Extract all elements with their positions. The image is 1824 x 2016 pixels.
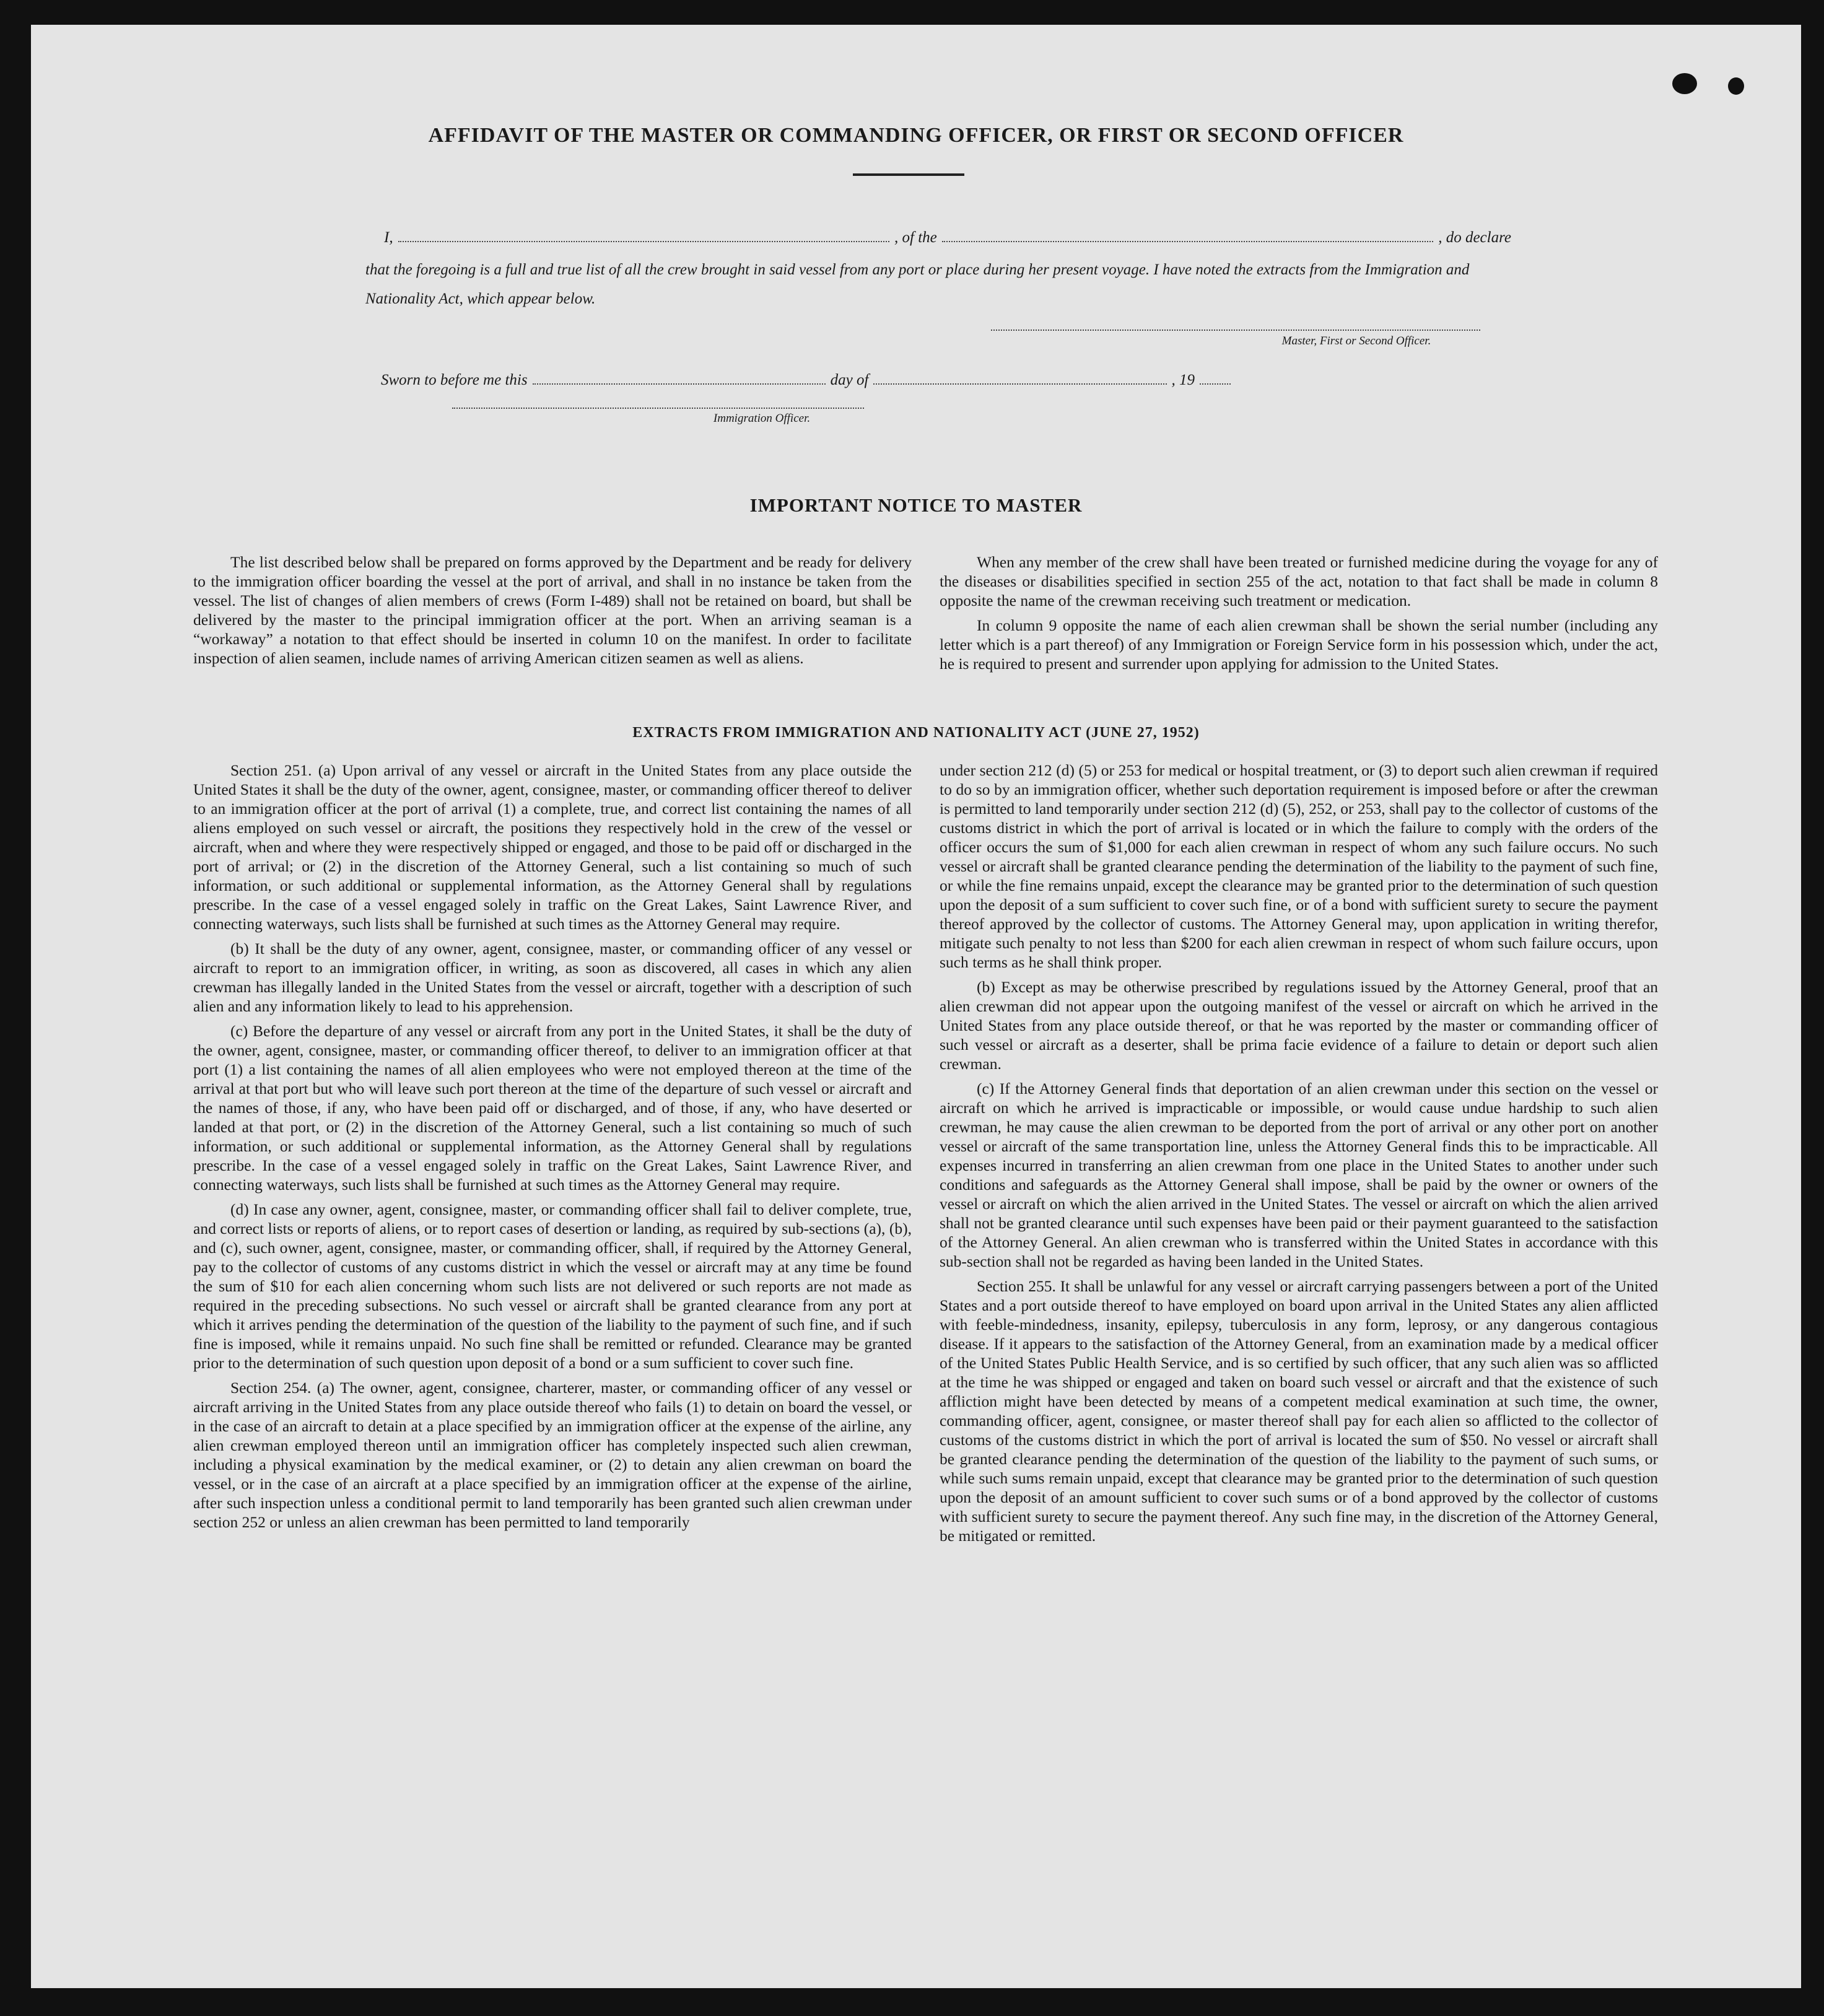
notice-right-paragraph-1: When any member of the crew shall have been treated or furnished medicine during the voyage for any of the diseases or disabilities specified in section 255 of the act, notation to that fact shall be made in column 8 opposite the name of the crewman receiving such treatment or medication.: [940, 553, 1658, 609]
sworn-day-blank[interactable]: [533, 372, 826, 385]
sworn-month-blank[interactable]: [873, 372, 1166, 385]
name-blank[interactable]: [398, 230, 889, 242]
master-signature-line[interactable]: [991, 329, 1480, 331]
affidavit-title: AFFIDAVIT OF THE MASTER OR COMMANDING OFFICER, OR FIRST OR SECOND OFFICER: [428, 124, 1404, 147]
declaration-fill-line: [384, 229, 1511, 247]
notice-left-paragraph: The list described below shall be prepared on forms approved by the Department and be ready for delivery to the immigration officer boarding the vessel at the port of arrival, and shall in no instance be taken from the vessel. The list of changes of alien members of crews (Form I-489) shall not be retained on board, but shall be delivered by the master to the principal immigration officer at the port. When an arriving seaman is a “workaway” a notation to that effect should be inserted in column 10 on the manifest. In order to facilitate inspection of alien seamen, include names of arriving American citizen seamen as well as aliens.: [193, 553, 912, 667]
day-of-label: day of: [830, 372, 869, 388]
officer-signature-line[interactable]: [452, 408, 864, 409]
section-251a: Section 251. (a) Upon arrival of any vessel or aircraft in the United States from any place outside the United States it shall be the duty of the owner, agent, consignee, master, or commanding officer thereof to deliver to an immigration officer at the port of arrival (1) a complete, true, and correct list containing the names of all aliens employed on such vessel or aircraft, the positions they respectively hold in the crew of the vessel or aircraft, when and where they were respectively shipped or engaged, and those to be paid off or discharged in the port of arrival; or (2) in the discretion of the Attorney General, such a list containing so much of such information, or such additional or supplemental information, as the Attorney General shall by regulations prescribe. In the case of a vessel engaged solely in traffic on the Great Lakes, Saint Lawrence River, and connecting waterways, such lists shall be furnished at such times as the Attorney General may require.: [193, 761, 912, 933]
vessel-blank[interactable]: [942, 230, 1433, 242]
notice-right-column: [940, 552, 1658, 679]
section-255: Section 255. It shall be unlawful for any vessel or aircraft carrying passengers between a port of the United States and a port outside thereof to have employed on board upon arrival in the United States any alien afflicted with feeble-mindedness, insanity, epilepsy, tuberculosis in any form, leprosy, or any dangerous contagious disease. If it appears to the satisfaction of the Attorney General, from an examination made by a medical officer of the United States Public Health Service, and is so certified by such officer, that any such alien was so afflicted at the time he was shipped or engaged and taken on board such vessel or aircraft and that the existence of such affliction might have been detected by means of a competent medical examination at such time, the owner, commanding officer, agent, consignee, or master thereof shall pay for each alien so afflicted to the collector of customs of the customs district in which the port of arrival is located the sum of $50. No vessel or aircraft shall be granted clearance pending the determination of the question of the liability to the payment of such sums, or while such sums remain unpaid, except that clearance may be granted prior to the determination of such question upon the deposit of an amount sufficient to cover such sums or of a bond approved by the collector of customs with sufficient surety to secure the payment thereof. Any such fine may, in the discretion of the Attorney General, be mitigated or remitted.: [940, 1277, 1658, 1545]
notice-left-column: [193, 552, 912, 673]
extracts-left-column: [193, 761, 912, 1537]
section-254b: (b) Except as may be otherwise prescribed by regulations issued by the Attorney General, proof that an alien crewman did not appear upon the outgoing manifest of the vessel or aircraft on which he arrived in the United States from any place outside thereof, or that he was reported by the master or commanding officer of such vessel or aircraft as a deserter, shall be prima facie evidence of a failure to detain or deport such alien crewman.: [940, 978, 1658, 1073]
master-signature-label: Master, First or Second Officer.: [1281, 334, 1431, 347]
section-251b: (b) It shall be the duty of any owner, agent, consignee, master, or commanding officer of any vessel or aircraft to report to an immigration officer, in writing, as soon as discovered, all cases in which any alien crewman has illegally landed in the United States from the vessel or aircraft, together with a description of such alien and any information likely to lead to his apprehension.: [193, 940, 912, 1015]
document-paper: [31, 25, 1801, 1988]
sworn-fill-line: [381, 372, 1236, 389]
section-251c: (c) Before the departure of any vessel or aircraft from any port in the United States, it shall be the duty of the owner, agent, consignee, master, or commanding officer thereof, to deliver to an immigration officer at that port (1) a list containing the names of all alien employees who were not employed thereon at the time of the arrival at that port but who will leave such port thereon at the time of the departure of such vessel or aircraft and the names of those, if any, who have been paid off or discharged, and of those, if any, who have deserted or landed at that port, or (2) in the discretion of the Attorney General, such a list containing so much of such information, or such additional or supplemental information, as the Attorney General shall by regulations prescribe. In the case of a vessel engaged solely in traffic on the Great Lakes, Saint Lawrence River, and connecting waterways, such lists shall be furnished at such times as the Attorney General may require.: [193, 1022, 912, 1193]
ink-speck-2: [1728, 77, 1744, 95]
notice-right-paragraph-2: In column 9 opposite the name of each alien crewman shall be shown the serial number (including any letter which is a part thereof) of any Immigration or Foreign Service form in his possession which, under the act, he is required to present and surrender upon applying for admission to the United States.: [940, 616, 1658, 673]
section-254a-continued: under section 212 (d) (5) or 253 for medical or hospital treatment, or (3) to deport such alien crewman if required to do so by an immigration officer, whether such deportation requirement is imposed before or after the crewman is permitted to land temporarily under section 212 (d) (5), 252, or 253, shall pay to the collector of customs of the customs district in which the port of arrival is located or in which the failure to comply with the orders of the officer occurs the sum of $1,000 for each alien crewman in respect of whom any such failure occurs. No such vessel or aircraft shall be granted clearance pending the determination of the liability to the payment of such fine, or while the fine remains unpaid, except the clearance may be granted prior to the determination of such question upon the deposit of a sum sufficient to cover such fine, or of a bond with sufficient surety to secure the payment thereof approved by the collector of customs. The Attorney General may, upon application in writing therefor, mitigate such penalty to not less than $200 for each alien crewman in respect of whom such failure occurs, upon such terms as he shall think proper.: [940, 761, 1658, 971]
section-254a-start: Section 254. (a) The owner, agent, consignee, charterer, master, or commanding officer of any vessel or aircraft arriving in the United States from any place outside thereof who fails (1) to detain on board the vessel, or in the case of an aircraft to detain at a place specified by an immigration officer at the expense of the airline, any alien crewman employed thereon until an immigration officer has completely inspected such alien crewman, including a physical examination by the medical examiner, or (2) to detain any alien crewman on board the vessel, or in the case of an aircraft at a place specified by an immigration officer at the expense of the airline, after such inspection unless a conditional permit to land temporarily has been granted such alien crewman under section 252 or unless an alien crewman has been permitted to land temporarily: [193, 1379, 912, 1531]
extracts-right-column: [940, 761, 1658, 1551]
year-label: , 19: [1171, 372, 1195, 388]
i-label: I,: [384, 229, 393, 246]
ink-speck-1: [1672, 73, 1697, 94]
title-rule: [853, 173, 964, 176]
sworn-label: Sworn to before me this: [381, 372, 528, 388]
sworn-year-blank[interactable]: [1200, 372, 1231, 385]
of-the-label: , of the: [894, 229, 937, 246]
section-251d: (d) In case any owner, agent, consignee, master, or commanding officer shall fail to deliver complete, true, and correct lists or reports of aliens, or to report cases of desertion or landing, as required by sub-sections (a), (b), and (c), such owner, agent, consignee, master, or commanding officer, shall, if required by the Attorney General, pay to the collector of customs of any customs district in which the vessel or aircraft may at any time be found the sum of $10 for each alien concerning whom such lists are not delivered or such reports are not made as required in the preceding subsections. No such vessel or aircraft shall be granted clearance from any port at which it arrives pending the determination of the question of the liability to the payment of such fine, and if such fine is imposed, while it remains unpaid. No such fine shall be remitted or refunded. Clearance may be granted prior to the determination of such question upon deposit of a bond or a sum sufficient to cover such fine.: [193, 1200, 912, 1372]
declaration-text: that the foregoing is a full and true list of all the crew brought in said vessel from any port or place during her present voyage. I have noted the extracts from the Immigration and Nationality Act, which appear below.: [365, 261, 1470, 307]
officer-signature-label: Immigration Officer.: [713, 412, 811, 425]
section-254c: (c) If the Attorney General finds that deportation of an alien crewman under this section on the vessel or aircraft on which he arrived is impracticable or impossible, or would cause undue hardship to such alien crewman, he may cause the alien crewman to be deported from the port of arrival or any other port on another vessel or aircraft of the same transportation line, unless the Attorney General finds this to be impracticable. All expenses incurred in transferring an alien crewman from one place in the United States to another under such conditions and safeguards as the Attorney General shall impose, shall be paid by the owner or owners of the vessel or aircraft on which the alien arrived in the United States. The vessel or aircraft on which the alien arrived shall not be granted clearance until such expenses have been paid or their payment guaranteed to the satisfaction of the Attorney General. An alien crewman who is transferred within the United States in accordance with this sub-section shall not be regarded as having been landed in the United States.: [940, 1080, 1658, 1270]
extracts-heading: EXTRACTS FROM IMMIGRATION AND NATIONALITY ACT (JUNE 27, 1952): [632, 725, 1200, 741]
do-declare-label: , do declare: [1438, 229, 1511, 246]
notice-heading: IMPORTANT NOTICE TO MASTER: [749, 494, 1083, 516]
